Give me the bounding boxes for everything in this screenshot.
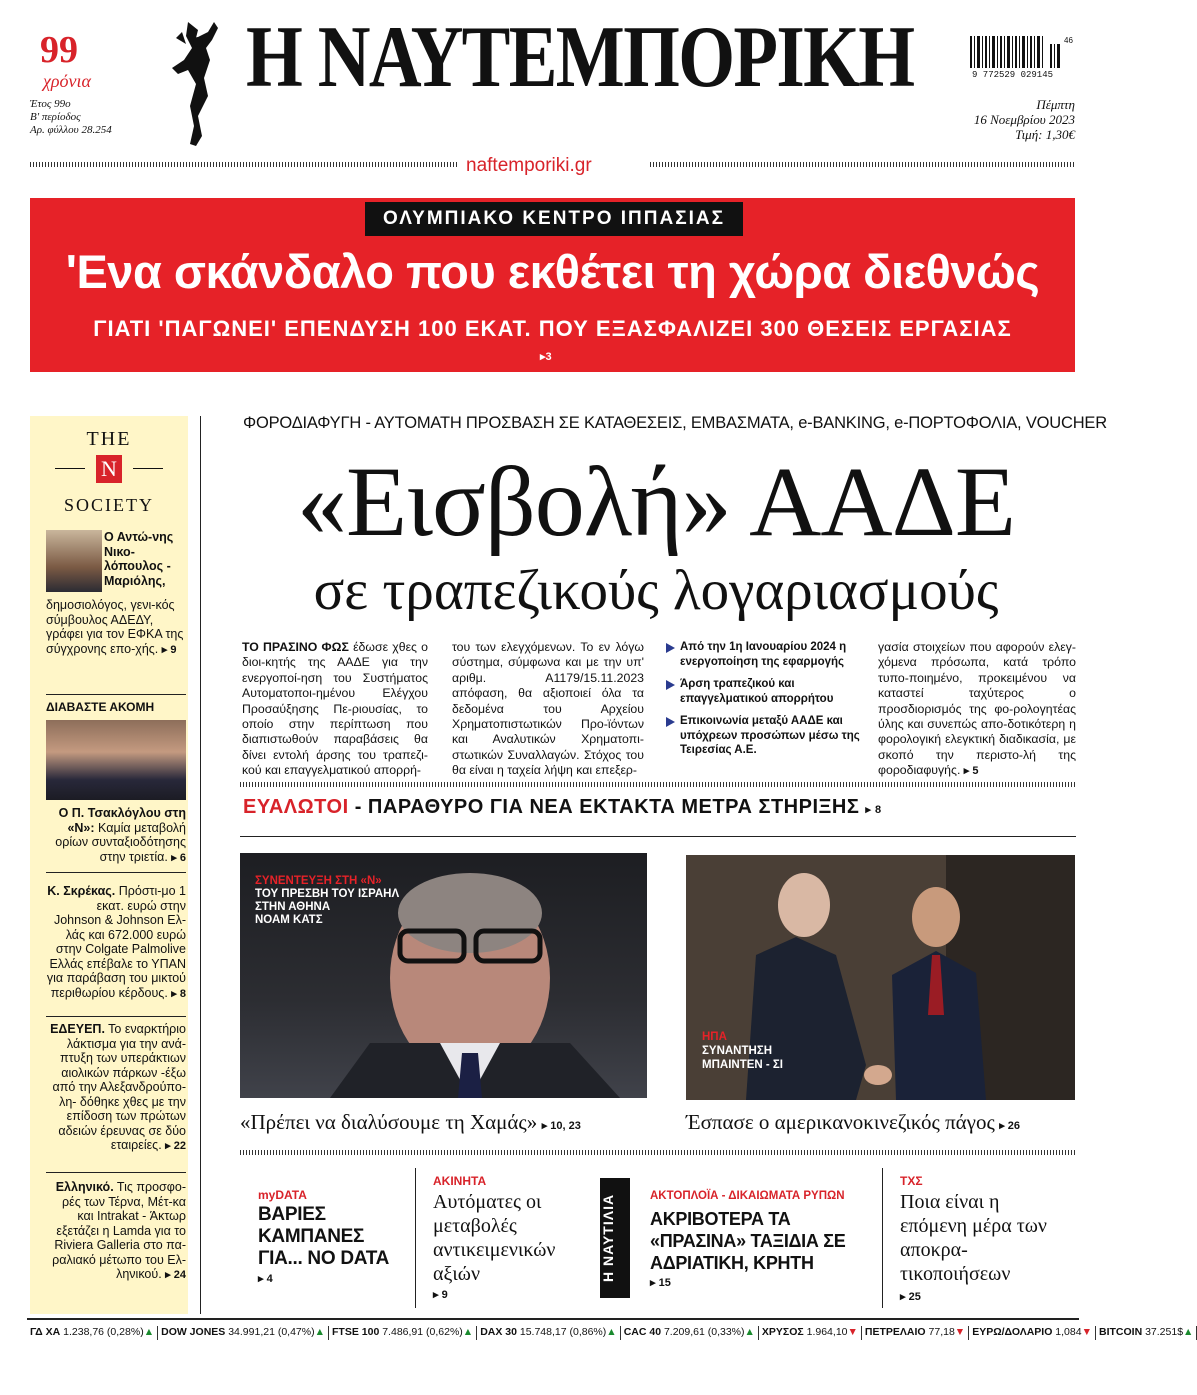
sidebar-item1-body bbox=[46, 598, 186, 657]
bottom-separator bbox=[415, 1168, 416, 1308]
strap-red: ΕΥΑΛΩΤΟΙ bbox=[243, 796, 349, 818]
main-col4-ref: ▸ 5 bbox=[963, 765, 979, 778]
sidebar-separator bbox=[200, 416, 201, 1314]
bottom-separator bbox=[882, 1168, 883, 1308]
photo2-quote: Έσπασε ο αμερικανοκινεζικός πάγος bbox=[686, 1110, 995, 1134]
main-column-1 bbox=[242, 640, 428, 779]
masthead-rule-right bbox=[650, 162, 1076, 167]
ticker-name: ΠΕΤΡΕΛΑΙΟ bbox=[864, 1326, 929, 1338]
sidebar-item3-text: Πρόστι-μο 1 εκατ. ευρώ στην Johnson & Johnson Ελ-λάς και 672.000 ευρώ στην Colgate Palmolive Ελλάς επέβαλε το ΥΠΑΝ για παράβαση του μικτού περιθωρίου κέρδους. bbox=[46, 884, 186, 1000]
sidebar-item2-ref: ▸ 6 bbox=[171, 851, 186, 864]
main-headline[interactable]: «Εισβολή» ΑΑΔΕ bbox=[297, 446, 1015, 557]
market-ticker bbox=[27, 1326, 1194, 1340]
photo1-caption-line2: ΤΟΥ ΠΡΕΣΒΗ ΤΟΥ ΙΣΡΑΗΛ bbox=[255, 888, 400, 900]
photo2-headline[interactable] bbox=[686, 1110, 1020, 1135]
main-bullet-3: Επικοινωνία μεταξύ ΑΑΔΕ και υπόχρεων προσώπων μέσω της Τειρεσίας Α.Ε. bbox=[666, 714, 862, 758]
newspaper-title: Η ΝΑΥΤΕΜΠΟΡΙΚΗ bbox=[246, 9, 914, 106]
main-col4-text: γασία στοιχείων που αφορούν ελεγ-χόμενα πρόσωπα, κατά τρόπο τυπο-ποιημένο, προκειμένου να καταστεί ταχύτερος ο προσδιορισμός της φο-ρολογητέας ύλης και συνεπώς απο-δοτικότερη η φορολογική ελεγκτική διαδικασία, με σκοπό την περιστο-λή της φοροδιαφυγής. bbox=[878, 640, 1076, 778]
photo1-caption-red: ΣΥΝΕΝΤΕΥΞΗ ΣΤΗ «Ν» bbox=[255, 875, 382, 887]
issue-number: Αρ. φύλλου 28.254 bbox=[30, 124, 112, 136]
ticker-value: 1,084 bbox=[1055, 1326, 1082, 1338]
issue-date: 16 Νοεμβρίου 2023 bbox=[973, 112, 1075, 127]
issue-period: Β' περίοδος bbox=[30, 111, 81, 123]
ticker-item bbox=[329, 1326, 477, 1340]
bottom3-ref: ▸ 15 bbox=[650, 1277, 671, 1289]
main-col1-lead: ΤΟ ΠΡΑΣΙΝΟ ΦΩΣ bbox=[242, 640, 349, 654]
interview-photo[interactable] bbox=[240, 853, 647, 1098]
ticker-item bbox=[621, 1326, 759, 1340]
issue-price: Τιμή: 1,30€ bbox=[1015, 127, 1075, 142]
main-bullet-1: Από την 1η Ιανουαρίου 2024 η ενεργοποίηση της εφαρμογής bbox=[666, 640, 862, 669]
banner-label: ΟΛΥΜΠΙΑΚΟ ΚΕΝΤΡΟ ΙΠΠΑΣΙΑΣ bbox=[365, 202, 743, 236]
sidebar-item1-text: δημοσιολόγος, γενι-κός σύμβουλος ΑΔΕΔΥ, γράφει για τον ΕΦΚΑ της σύγχρονης επο-χής. bbox=[46, 598, 184, 656]
photo2-caption-line3: ΜΠΑΙΝΤΕΝ - ΣΙ bbox=[702, 1059, 784, 1071]
ticker-item bbox=[158, 1326, 329, 1340]
photo1-caption-line3: ΣΤΗΝ ΑΘΗΝΑ bbox=[255, 901, 331, 913]
strap-black: - ΠΑΡΑΘΥΡΟ ΓΙΑ ΝΕΑ ΕΚΤΑΚΤΑ ΜΕΤΡΑ ΣΤΗΡΙΞΗΣ bbox=[348, 796, 860, 818]
bottom4-ref: ▸ 25 bbox=[900, 1291, 921, 1303]
arrow-down-icon: ▼ bbox=[847, 1326, 858, 1338]
ticker-name: BITCOIN bbox=[1098, 1326, 1146, 1338]
nautilia-section-label: Η ΝΑΥΤΙΛΙΑ bbox=[600, 1193, 616, 1283]
bottom2-headline[interactable]: Αυτόματες οι μεταβολές αντικειμενικών αξιών bbox=[433, 1191, 556, 1285]
ticker-item bbox=[759, 1326, 862, 1340]
summit-photo[interactable] bbox=[686, 855, 1075, 1100]
section-rule bbox=[240, 782, 1076, 787]
photo1-headline[interactable] bbox=[240, 1110, 581, 1135]
ticker-item bbox=[27, 1326, 158, 1340]
hermes-logo-icon bbox=[168, 18, 236, 148]
arrow-up-icon: ▲ bbox=[1183, 1326, 1194, 1338]
sidebar-item4-text: Το εναρκτήριο λάκτισμα για την ανά-πτυξη των υπεράκτιων αιολικών πάρκων -έξω από την Αλεξανδρούπο-λη- δόθηκε χθες με την επίδοση των πρώτων αδειών έρευνας σε δύο εταιρείες. bbox=[52, 1022, 186, 1152]
barcode-number: 9 772529 029145 bbox=[972, 70, 1054, 80]
ticker-value: 7.486,91 (0,62%) bbox=[382, 1326, 463, 1338]
photo2-ref: ▸ 26 bbox=[999, 1120, 1021, 1132]
ticker-name: ΧΡΥΣΟΣ bbox=[761, 1326, 807, 1338]
masthead-rule-left bbox=[30, 162, 458, 167]
arrow-up-icon: ▲ bbox=[314, 1326, 326, 1338]
anniversary-years-number: 99 bbox=[40, 29, 78, 71]
sidebar-item2-body bbox=[46, 806, 186, 865]
issue-year: Έτος 99ο bbox=[30, 98, 71, 110]
sidebar-item5-name: Ελληνικό. bbox=[55, 1180, 114, 1194]
anniversary-years-label: χρόνια bbox=[43, 71, 91, 91]
main-column-4 bbox=[878, 640, 1076, 780]
society-logo-rule bbox=[133, 468, 163, 469]
sidebar-item2-name: Ο Π. Τσακλόγλου στη «Ν»: bbox=[58, 806, 186, 835]
main-col1-text: έδωσε χθες ο διοι-κητής της ΑΑΔΕ για την ενεργοποί-ηση του Συστήματος Αυτοματοποι-ημένου Ελέγχου Προσαύξησης Πε-ριουσίας, το οποίο στην περίπτωση που διαπιστωθούν παραβάσεις θα δίνει εντολή άρσης του τραπεζι-κού και επαγγελματικού απορρή- bbox=[242, 640, 429, 778]
bottom3-label: ΑΚΤΟΠΛΟΪΑ - ΔΙΚΑΙΩΜΑΤΑ ΡΥΠΩΝ bbox=[650, 1190, 845, 1202]
ticker-name: FTSE 100 bbox=[332, 1326, 383, 1338]
read-more-heading: ΔΙΑΒΑΣΤΕ ΑΚΟΜΗ bbox=[46, 700, 155, 714]
sidebar-item3-name: Κ. Σκρέκας. bbox=[47, 884, 116, 898]
society-logo-letter: N bbox=[96, 455, 122, 483]
issue-day: Πέμπτη bbox=[1036, 97, 1075, 112]
society-logo-top: THE bbox=[86, 428, 132, 450]
bottom1-label: myDATA bbox=[258, 1188, 307, 1202]
society-logo-rule bbox=[55, 468, 85, 469]
minister-photo bbox=[46, 720, 186, 800]
ticker-value: 37.251$ bbox=[1145, 1326, 1184, 1338]
columnist-photo bbox=[46, 530, 102, 592]
ticker-name: CAC 40 bbox=[623, 1326, 664, 1338]
ticker-value: 34.991,21 (0,47%) bbox=[228, 1326, 315, 1338]
photo1-quote: «Πρέπει να διαλύσουμε τη Χαμάς» bbox=[240, 1110, 538, 1134]
sidebar-item1-name: Ο Αντώ-νης Νικο-λόπουλος - Μαριόλης, bbox=[104, 530, 174, 588]
photo2-caption-line2: ΣΥΝΑΝΤΗΣΗ bbox=[702, 1045, 773, 1057]
sidebar-item3-ref: ▸ 8 bbox=[171, 987, 186, 1000]
main-kicker: ΦΟΡΟΔΙΑΦΥΓΗ - ΑΥΤΟΜΑΤΗ ΠΡΟΣΒΑΣΗ ΣΕ ΚΑΤΑΘΕΣΕΙΣ, ΕΜΒΑΣΜΑΤΑ, e-BANKING, e-ΠΟΡΤΟΦΟΛΙΑ, VOUCHER bbox=[243, 414, 1107, 432]
sidebar-divider bbox=[46, 872, 186, 873]
section-rule bbox=[240, 1150, 1076, 1155]
website-link[interactable]: naftemporiki.gr bbox=[466, 155, 592, 176]
photo2-caption-red: ΗΠΑ bbox=[702, 1031, 727, 1043]
sidebar-item2-text: Καμία μεταβολή ορίων συνταξιοδότησης στην τριετία. bbox=[55, 820, 186, 864]
main-bullet-2: Άρση τραπεζικού και επαγγελματικού απορρήτου bbox=[666, 677, 862, 706]
strap-headline[interactable] bbox=[243, 796, 882, 819]
bottom4-label: ΤΧΣ bbox=[900, 1174, 923, 1188]
ticker-item bbox=[477, 1326, 621, 1340]
barcode-addon: 46 bbox=[1064, 36, 1073, 45]
ticker-value: 1.964,10 bbox=[806, 1326, 848, 1338]
barcode-icon bbox=[970, 36, 1062, 72]
ticker-item bbox=[969, 1326, 1096, 1340]
ticker-item bbox=[862, 1326, 969, 1340]
arrow-down-icon: ▼ bbox=[954, 1326, 966, 1338]
arrow-up-icon: ▲ bbox=[744, 1326, 755, 1338]
ticker-name: DAX 30 bbox=[480, 1326, 520, 1338]
section-rule bbox=[240, 836, 1076, 837]
photo1-ref: ▸ 10, 23 bbox=[541, 1120, 581, 1132]
society-logo-bottom: SOCIETY bbox=[64, 495, 154, 515]
ticker-name: ΕΥΡΩ/ΔΟΛΑΡΙΟ bbox=[972, 1326, 1056, 1338]
sidebar-item4-ref: ▸ 22 bbox=[165, 1140, 186, 1152]
sidebar-item3-body bbox=[46, 884, 186, 1001]
photo1-caption-line4: ΝΟΑΜ ΚΑΤΣ bbox=[255, 914, 323, 926]
arrow-up-icon: ▲ bbox=[143, 1326, 155, 1338]
ticker-item bbox=[1096, 1326, 1197, 1340]
arrow-up-icon: ▲ bbox=[462, 1326, 474, 1338]
bottom2-ref: ▸ 9 bbox=[433, 1289, 448, 1301]
main-bullets bbox=[666, 640, 862, 758]
sidebar-item4-body bbox=[46, 1022, 186, 1154]
sidebar-item5-ref: ▸ 24 bbox=[165, 1269, 186, 1281]
bottom1-ref: ▸ 4 bbox=[258, 1273, 273, 1285]
ticker-value: 7.209,61 (0,33%) bbox=[663, 1326, 745, 1338]
ticker-name: ΓΔ ΧΑ bbox=[30, 1326, 64, 1338]
bottom4-headline[interactable]: Ποια είναι η επόμενη μέρα των αποκρα-τικοποιήσεων bbox=[900, 1191, 1047, 1285]
arrow-down-icon: ▼ bbox=[1081, 1326, 1092, 1338]
ticker-rule bbox=[27, 1318, 1079, 1320]
bottom1-headline[interactable]: ΒΑΡΙΕΣ ΚΑΜΠΑΝΕΣ ΓΙΑ... NO DATA bbox=[258, 1204, 390, 1269]
ticker-value: 1.238,76 (0,28%) bbox=[63, 1326, 144, 1338]
main-subheadline: σε τραπεζικούς λογαριασμούς bbox=[313, 559, 999, 622]
bottom3-headline[interactable]: ΑΚΡΙΒΟΤΕΡΑ ΤΑ «ΠΡΑΣΙΝΑ» ΤΑΞΙΔΙΑ ΣΕ ΑΔΡΙΑΤΙΚΗ, ΚΡΗΤΗ bbox=[650, 1209, 846, 1273]
bottom2-label: ΑΚΙΝΗΤΑ bbox=[433, 1174, 487, 1188]
sidebar-item4-name: ΕΔΕΥΕΠ. bbox=[50, 1022, 105, 1036]
sidebar-item1-ref: ▸ 9 bbox=[161, 643, 177, 656]
ticker-value: 77,18 bbox=[928, 1326, 955, 1338]
banner-page-ref: ▸3 bbox=[540, 351, 552, 363]
banner-subheadline: ΓΙΑΤΙ 'ΠΑΓΩΝΕΙ' ΕΠΕΝΔΥΣΗ 100 ΕΚΑΤ. ΠΟΥ ΕΞΑΣΦΑΛΙΖΕΙ 300 ΘΕΣΕΙΣ ΕΡΓΑΣΙΑΣ bbox=[93, 316, 1012, 341]
ticker-value: 15.748,17 (0,86%) bbox=[519, 1326, 607, 1338]
strap-ref: ▸ 8 bbox=[865, 804, 882, 816]
arrow-up-icon: ▲ bbox=[606, 1326, 617, 1338]
sidebar-divider bbox=[46, 1016, 186, 1017]
ticker-name: DOW JONES bbox=[161, 1326, 229, 1338]
sidebar-divider bbox=[46, 1172, 186, 1173]
main-col2-text: του των ελεγχόμενων. Το εν λόγω σύστημα, σύμφωνα και με την υπ' αριθμ. Α1179/15.11.2023 απόφαση, θα αξιοποιεί όλα τα δεδομένα του Αρχείου Χρηματοπιστωτικών Προ-ϊόντων και Αναλυτικών Χρηματοπι-στωτικών Συναλλαγών. Στόχος του θα είναι η ταχεία λήψη και επεξερ- bbox=[452, 640, 644, 778]
sidebar-item5-body bbox=[46, 1180, 186, 1283]
banner-headline[interactable]: 'Ενα σκάνδαλο που εκθέτει τη χώρα διεθνώς bbox=[65, 245, 1040, 298]
sidebar-item5-text: Τις προσφο-ρές των Τέρνα, Μέτ-κα και Intrakat - Άκτωρ εξετάζει η Lamda για το Riviera Galleria στο πα-ραλιακό μέτωπο του Ελ-ληνικού. bbox=[52, 1180, 186, 1281]
sidebar-divider bbox=[46, 694, 186, 695]
